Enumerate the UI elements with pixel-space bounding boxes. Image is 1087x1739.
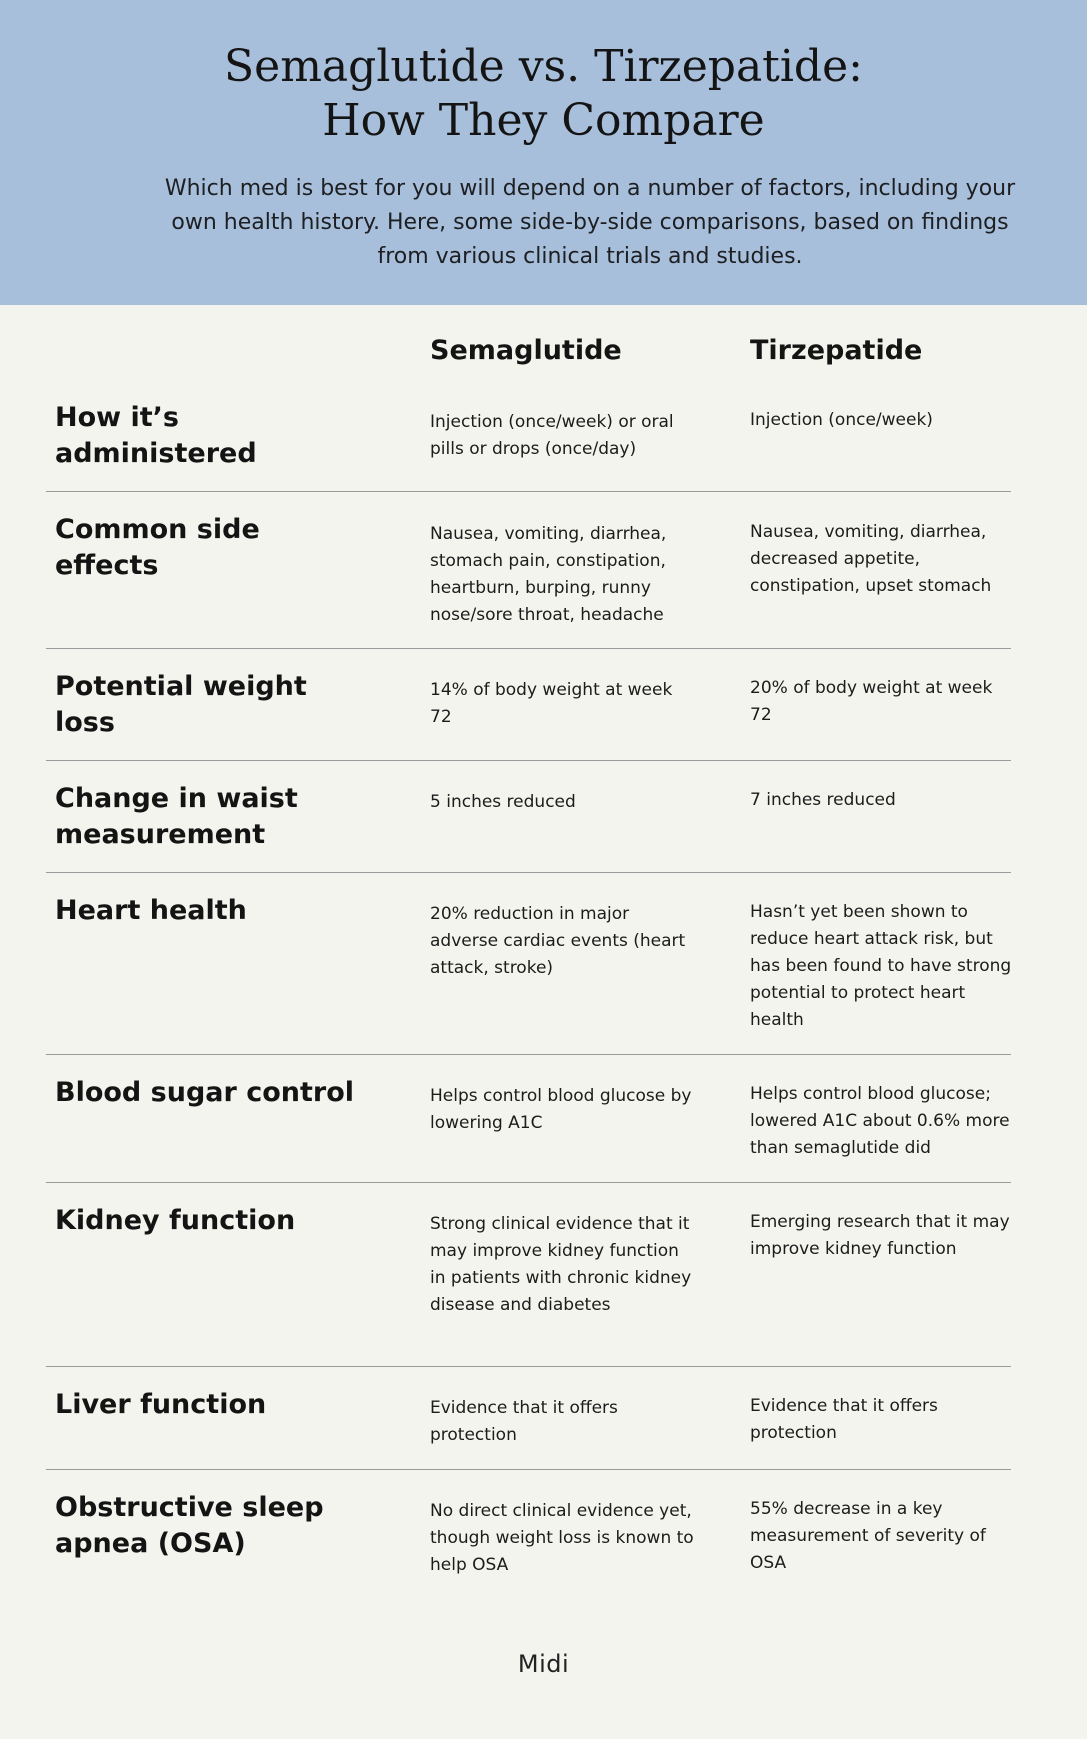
comparison-row-kidney [46,1203,1011,1367]
row-label: Potential weight loss [55,671,307,738]
comparison-row-sleep-apnea [46,1490,1011,1600]
comparison-row-blood-sugar [46,1075,1011,1183]
tirzepatide-cell: Hasn’t yet been shown to reduce heart attack risk, but has been found to have strong potential to protect heart health [750,902,1012,1030]
tirzepatide-cell: 55% decrease in a key measurement of severity of OSA [750,1499,986,1573]
semaglutide-cell: Nausea, vomiting, diarrhea, stomach pain, constipation, heartburn, burping, runny nose/sore throat, headache [430,524,667,625]
semaglutide-cell: Injection (once/week) or oral pills or drops (once/day) [430,412,674,459]
tirzepatide-cell: Nausea, vomiting, diarrhea, decreased appetite, constipation, upset stomach [750,522,992,596]
semaglutide-cell: No direct clinical evidence yet, though weight loss is known to help OSA [430,1501,694,1575]
intro-text: Which med is best for you will depend on a number of factors, including your own health history. Here, some side-by-side comparisons, based on findings from various clinical trials and studies. [164,176,1016,269]
comparison-row-side-effects [46,512,1011,649]
page-title [0,40,1087,148]
row-label: Blood sugar control [55,1077,355,1108]
row-label: How it’s administered [55,402,257,469]
comparison-row-liver [46,1387,1011,1470]
row-label: Heart health [55,895,247,926]
column-header-tirzepatide: Tirzepatide [750,335,923,366]
row-label: Common side effects [55,514,260,581]
semaglutide-cell: 20% reduction in major adverse cardiac events (heart attack, stroke) [430,904,686,978]
semaglutide-cell: Strong clinical evidence that it may improve kidney function in patients with chronic kidney disease and diabetes [430,1214,692,1315]
row-label: Kidney function [55,1205,296,1236]
brand-logo: Midi [517,1650,570,1678]
column-header-semaglutide: Semaglutide [430,335,622,366]
tirzepatide-cell: 7 inches reduced [750,790,896,810]
comparison-row-waist [46,781,1011,873]
row-label: Change in waist measurement [55,783,298,850]
comparison-row-heart-health [46,893,1011,1055]
semaglutide-cell: Evidence that it offers protection [430,1398,618,1445]
semaglutide-cell: 14% of body weight at week 72 [430,680,673,727]
tirzepatide-cell: Helps control blood glucose; lowered A1C about 0.6% more than semaglutide did [750,1084,1010,1158]
comparison-row-weight-loss [46,669,1011,761]
semaglutide-cell: Helps control blood glucose by lowering A1C [430,1086,692,1133]
row-label: Liver function [55,1389,267,1420]
tirzepatide-cell: Evidence that it offers protection [750,1396,938,1443]
tirzepatide-cell: 20% of body weight at week 72 [750,678,993,725]
tirzepatide-cell: Injection (once/week) [750,410,933,430]
row-label: Obstructive sleep apnea (OSA) [55,1492,324,1559]
title-line-2: How They Compare [322,95,765,146]
header-banner [0,0,1087,305]
comparison-row-administration [46,400,1011,492]
semaglutide-cell: 5 inches reduced [430,792,576,812]
title-line-1: Semaglutide vs. Tirzepatide: [224,41,863,92]
tirzepatide-cell: Emerging research that it may improve kidney function [750,1212,1010,1259]
